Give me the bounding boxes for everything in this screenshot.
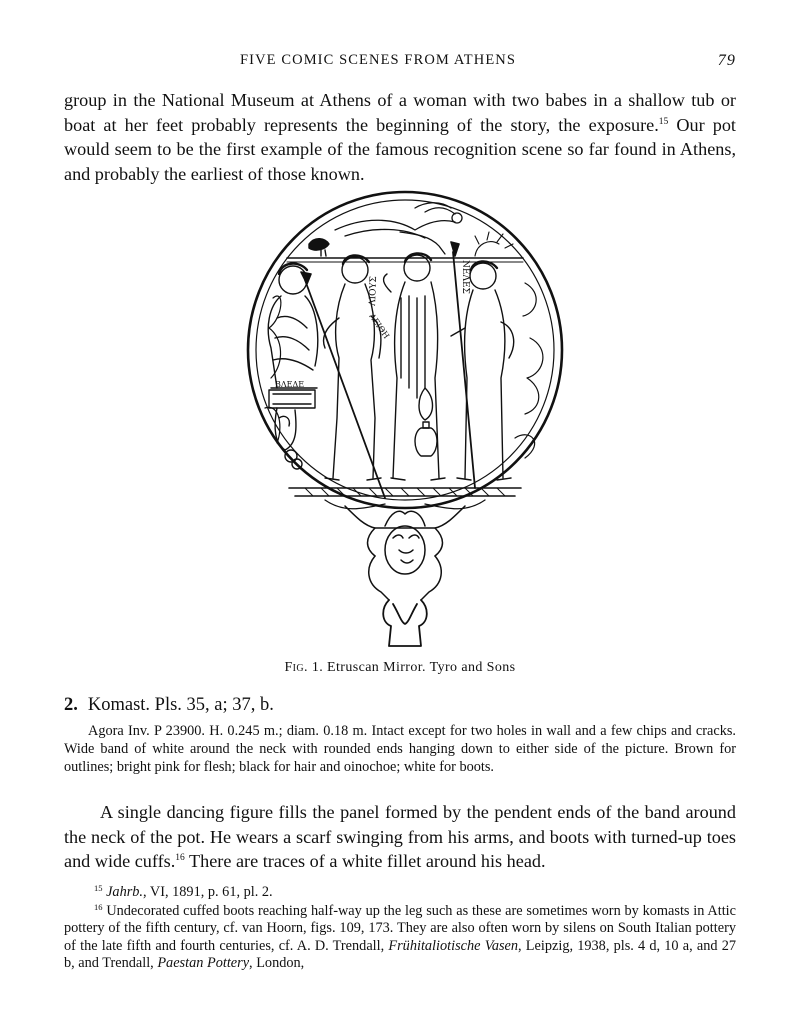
intro-text-2: Our pot would seem to be the first example of the famous recognition scene so far found in Athens, and probably the earliest of those known.: [64, 114, 736, 184]
footnote-16-text-1: Undecorated cuffed boots reaching half-way up the leg such as these are sometimes worn by komasts in Attic pottery of the fifth century, cf. van Hoorn, figs. 109, 173. They are also often worn by silens on South Italian pottery of the late fifth and fourth centuries, cf. A. D. Trendall,: [64, 902, 737, 954]
footnote-16-number: 16: [94, 901, 103, 912]
entry-title: Komast. Pls. 35, a; 37, b.: [87, 695, 274, 715]
footnote-15-number: 15: [94, 883, 103, 893]
intro-text-1: group in the National Museum at Athens of a woman with two babes in a shallow tub or boat at her feet probably represents the beginning of the story, the exposure.: [64, 90, 736, 135]
footnote-16-text-2: , Leipzig, 1938, pls. 4 d, 10 a, and 27 b, and Trendall,: [64, 937, 736, 971]
figure-etruscan-mirror: [225, 188, 585, 650]
figure-tyro: [268, 264, 318, 388]
footnote-16-text-3: , London,: [249, 955, 305, 971]
entry-number: 2.: [64, 695, 78, 715]
figure-caption: [64, 660, 736, 676]
inscription-left-lower: ΛΕΙΘΗ: [367, 311, 391, 341]
footnote-ref-16[interactable]: 16: [175, 853, 185, 864]
inscription-right-vertical: ΝΕΛΕΣ: [460, 260, 470, 294]
page-number: 79: [717, 52, 736, 69]
entry-description: Agora Inv. P 23900. H. 0.245 m.; diam. 0.18 m. Intact except for two holes in wall and a few chips and cracks. Wide band of white around the neck with rounded ends hanging down to either side of the picture. Brown for outlines; bright pink for flesh; black for hair and oinochoe; white for boots.: [64, 723, 736, 776]
inscription-left-vertical: ΛΙΟΥΣ: [368, 276, 380, 307]
mirror-drawing: [225, 188, 585, 650]
altar-inscription: ΒΛΕΔΕ: [275, 380, 305, 389]
figure-caption-text: Etruscan Mirror. Tyro and Sons: [323, 660, 516, 675]
footnote-15: [64, 884, 736, 902]
figure-youth-right: [451, 261, 514, 480]
mirror-handle-tang: [383, 600, 427, 646]
footnote-16-title-1: Frühitaliotische Vasen: [388, 937, 519, 954]
footnote-16: [64, 903, 736, 973]
intro-paragraph: [64, 88, 736, 186]
winged-figure: [335, 203, 462, 254]
altar: [269, 390, 315, 469]
vase: [415, 422, 437, 456]
footnote-15-journal: Jahrb.: [106, 884, 144, 900]
body-text-1: A single dancing figure fills the panel formed by the pendent ends of the band around the neck of the pot. He wears a scarf swinging from his arms, and boots with turned-up toes and wide cuffs.: [64, 802, 736, 872]
sun-rays: [475, 232, 513, 256]
figure-draped-youth: [384, 253, 445, 480]
entry-heading: [64, 695, 736, 716]
bird: [309, 239, 329, 256]
footnotes: [64, 884, 736, 973]
mirror-inner-rim: [256, 200, 554, 500]
body-paragraph: [64, 800, 736, 874]
body-text-2: There are traces of a white fillet around his head.: [184, 851, 546, 872]
footnote-ref-15[interactable]: 15: [658, 116, 669, 127]
mirror-extension: [345, 506, 465, 600]
figure-label: Fig. 1.: [284, 660, 324, 675]
running-title: FIVE COMIC SCENES FROM ATHENS: [240, 52, 517, 68]
footnote-16-title-2: Paestan Pottery: [157, 955, 250, 971]
footnote-15-text: , VI, 1891, p. 61, pl. 2.: [143, 884, 273, 900]
